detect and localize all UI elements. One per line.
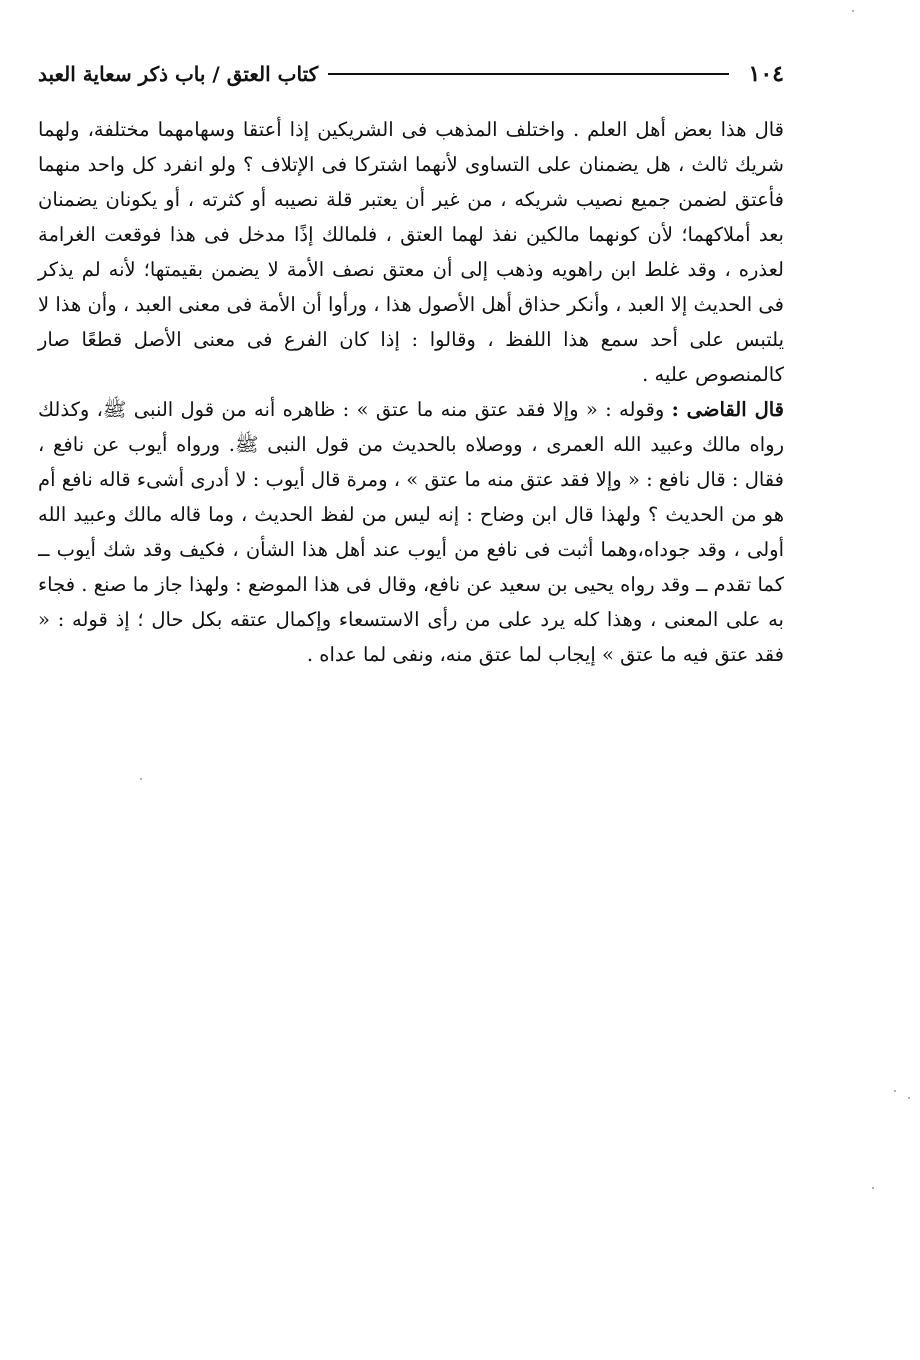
running-header xyxy=(38,56,784,92)
running-header-title: كتاب العتق / باب ذكر سعاية العبد xyxy=(38,62,319,86)
scan-speck xyxy=(894,1090,896,1092)
page-number: ١٠٤ xyxy=(748,61,784,87)
scan-speck xyxy=(872,1187,874,1189)
body-text xyxy=(38,112,784,672)
paragraph-2-lead: قال القاضى : xyxy=(671,398,784,421)
paragraph-1-text: قال هذا بعض أهل العلم . واختلف المذهب فى الشريكين إذا أعتقا وسهامهما مختلفة، ولهما شريك ثالث ، هل يضمنان على التساوى لأنهما اشتركا فى الإتلاف ؟ ولو انفرد كل واحد منهما فأعتق لضمن جميع نصيب شريكه ، من غير أن يعتبر قلة نصيبه أو كثرته ، أو يكونان يضمنان بعد أملاكهما؛ لأن كونهما مالكين نفذ لهما العتق ، فلمالك إذًا مدخل فى هذا فوقعت الغرامة لعذره ، وقد غلط ابن راهويه وذهب إلى أن معتق نصف الأمة لا يضمن بقيمتها؛ لأنه لم يذكر فى الحديث إلا العبد ، وأنكر حذاق أهل الأصول هذا ، ورأوا أن الأمة فى معنى العبد ، وأن هذا لا يلتبس على أحد سمع هذا اللفظ ، وقالوا : إذا كان الفرع فى معنى الأصل قطعًا صار كالمنصوص عليه . xyxy=(38,118,784,386)
scan-speck xyxy=(852,10,854,12)
scan-speck xyxy=(140,778,142,780)
scan-speck xyxy=(908,1097,910,1099)
header-rule xyxy=(328,73,728,75)
paragraph-2-text: وقوله : « وإلا فقد عتق منه ما عتق » : ظاهره أنه من قول النبى ﷺ، وكذلك رواه مالك وعبيد الله العمرى ، ووصلاه بالحديث من قول النبى ﷺ. ورواه أيوب عن نافع ، فقال : قال نافع : « وإلا فقد عتق منه ما عتق » ، ومرة قال أيوب : لا أدرى أشىء قاله نافع أم هو من الحديث ؟ ولهذا قال ابن وضاح : إنه ليس من لفظ الحديث ، وما قاله مالك وعبيد الله أولى ، وقد جوداه،وهما أثبت فى نافع من أيوب عند أهل هذا الشأن ، فكيف وقد شك أيوب ــ كما تقدم ــ وقد رواه يحيى بن سعيد عن نافع، وقال فى هذا الموضع : ولهذا جاز ما صنع . فجاء به على المعنى ، وهذا كله يرد على من رأى الاستسعاء وإكمال عتقه بكل حال ؛ إذ قوله : « فقد عتق فيه ما عتق » إيجاب لما عتق منه، ونفى لما عداه . xyxy=(38,398,784,666)
paragraph-1 xyxy=(38,112,784,392)
paragraph-2 xyxy=(38,392,784,672)
